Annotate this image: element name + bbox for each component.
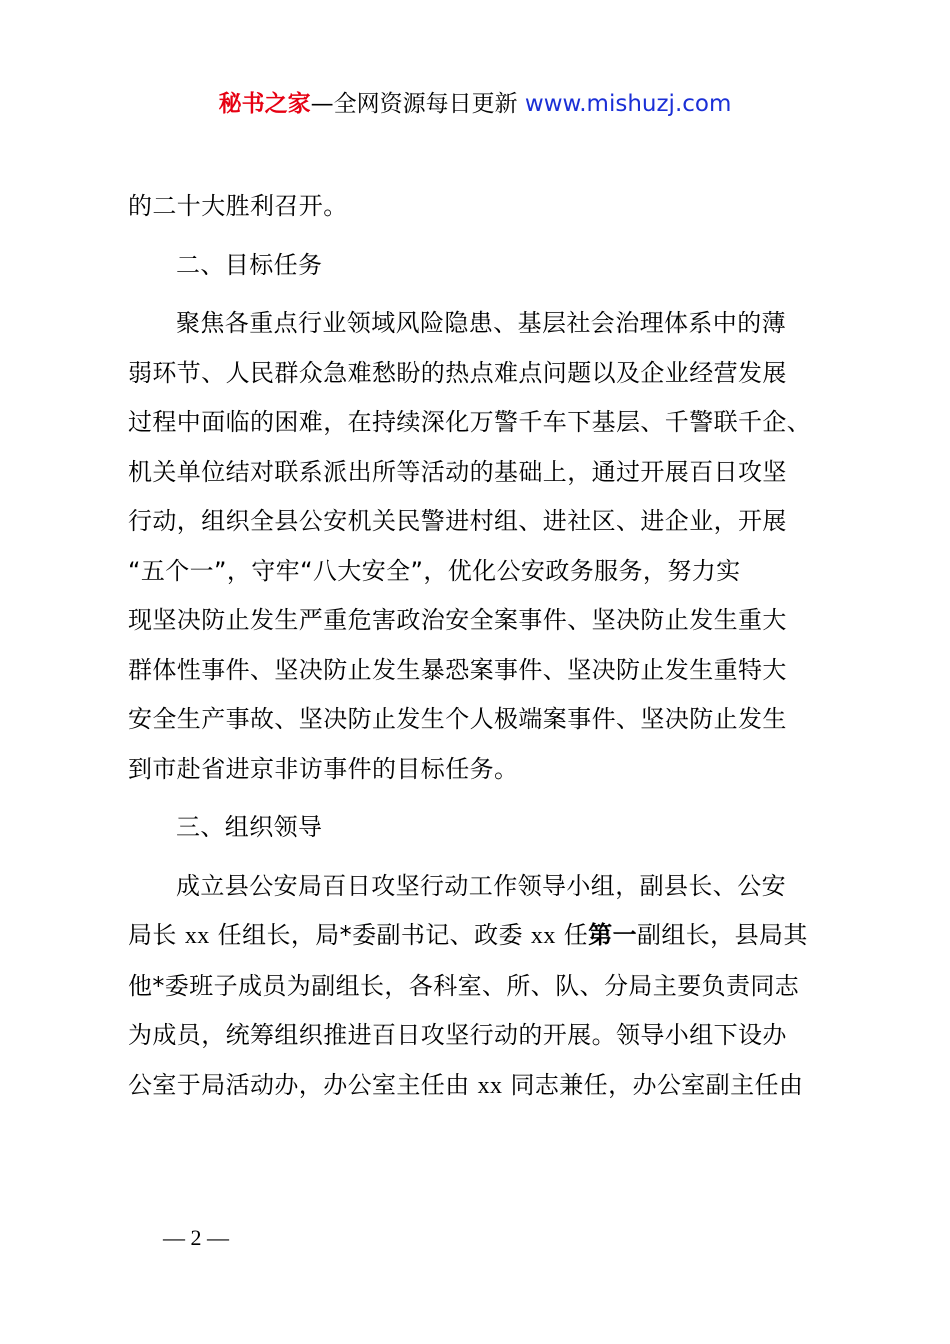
text-segment: 任 — [555, 921, 589, 949]
brand-name: 秘书之家 — [218, 91, 311, 117]
text-segment: 任组长，局*委副书记、政委 — [209, 921, 531, 949]
continuation-paragraph — [128, 182, 836, 232]
text-line: 他*委班子成员为副组长，各科室、所、队、分局主要负责同志 — [128, 971, 800, 1000]
header-tagline: —全网资源每日更新 — [310, 91, 525, 117]
placeholder-name: xx — [530, 923, 556, 949]
goals-paragraph — [128, 299, 836, 794]
placeholder-name: xx — [477, 1072, 503, 1099]
text-line: 安全生产事故、坚决防止发生个人极端案事件、坚决防止发生 — [128, 705, 787, 733]
text-line: 聚焦各重点行业领域风险隐患、基层社会治理体系中的薄 — [176, 309, 786, 337]
text-line: 行动，组织全县公安机关民警进村组、进社区、进企业，开展 — [128, 507, 787, 535]
text-line — [128, 911, 836, 962]
placeholder-name: xx — [184, 923, 210, 949]
text-line: 弱环节、人民群众急难愁盼的热点难点问题以及企业经营发展 — [128, 358, 787, 387]
text-segment: 副组长，县局其 — [636, 921, 808, 949]
text-line — [128, 1061, 836, 1112]
text-line: 为成员，统筹组织推进百日攻坚行动的开展。领导小组下设办 — [128, 1021, 787, 1049]
page-number: — 2 — — [163, 1225, 229, 1250]
text-segment: 公室于局活动办，办公室主任由 — [128, 1070, 478, 1099]
bold-text: 第一 — [588, 921, 637, 949]
text-line: 过程中面临的困难，在持续深化万警千车下基层、千警联千企、 — [128, 408, 812, 436]
text-line: 机关单位结对联系派出所等活动的基础上，通过开展百日攻坚 — [128, 457, 787, 486]
section-heading-goals: 二、目标任务 — [176, 250, 323, 279]
text-line: 到市赴省进京非访事件的目标任务。 — [128, 754, 519, 783]
document-body — [128, 182, 836, 1120]
text-line: 现坚决防止发生严重危害政治安全案事件、坚决防止发生重大 — [128, 606, 787, 634]
text-line: 成立县公安局百日攻坚行动工作领导小组，副县长、公安 — [176, 871, 786, 900]
site-url[interactable]: www.mishuzj.com — [524, 91, 732, 117]
text-line: 的二十大胜利召开。 — [128, 192, 348, 220]
document-header — [0, 86, 950, 122]
text-segment: 同志兼任，办公室副主任由 — [502, 1070, 804, 1099]
text-line: “五个一”，守牢“八大安全”，优化公安政务服务，努力实 — [128, 556, 741, 585]
text-segment: 局长 — [128, 921, 185, 949]
section-heading-leadership: 三、组织领导 — [176, 813, 323, 841]
leadership-paragraph — [128, 862, 836, 1112]
text-line: 群体性事件、坚决防止发生暴恐案事件、坚决防止发生重特大 — [128, 655, 787, 684]
